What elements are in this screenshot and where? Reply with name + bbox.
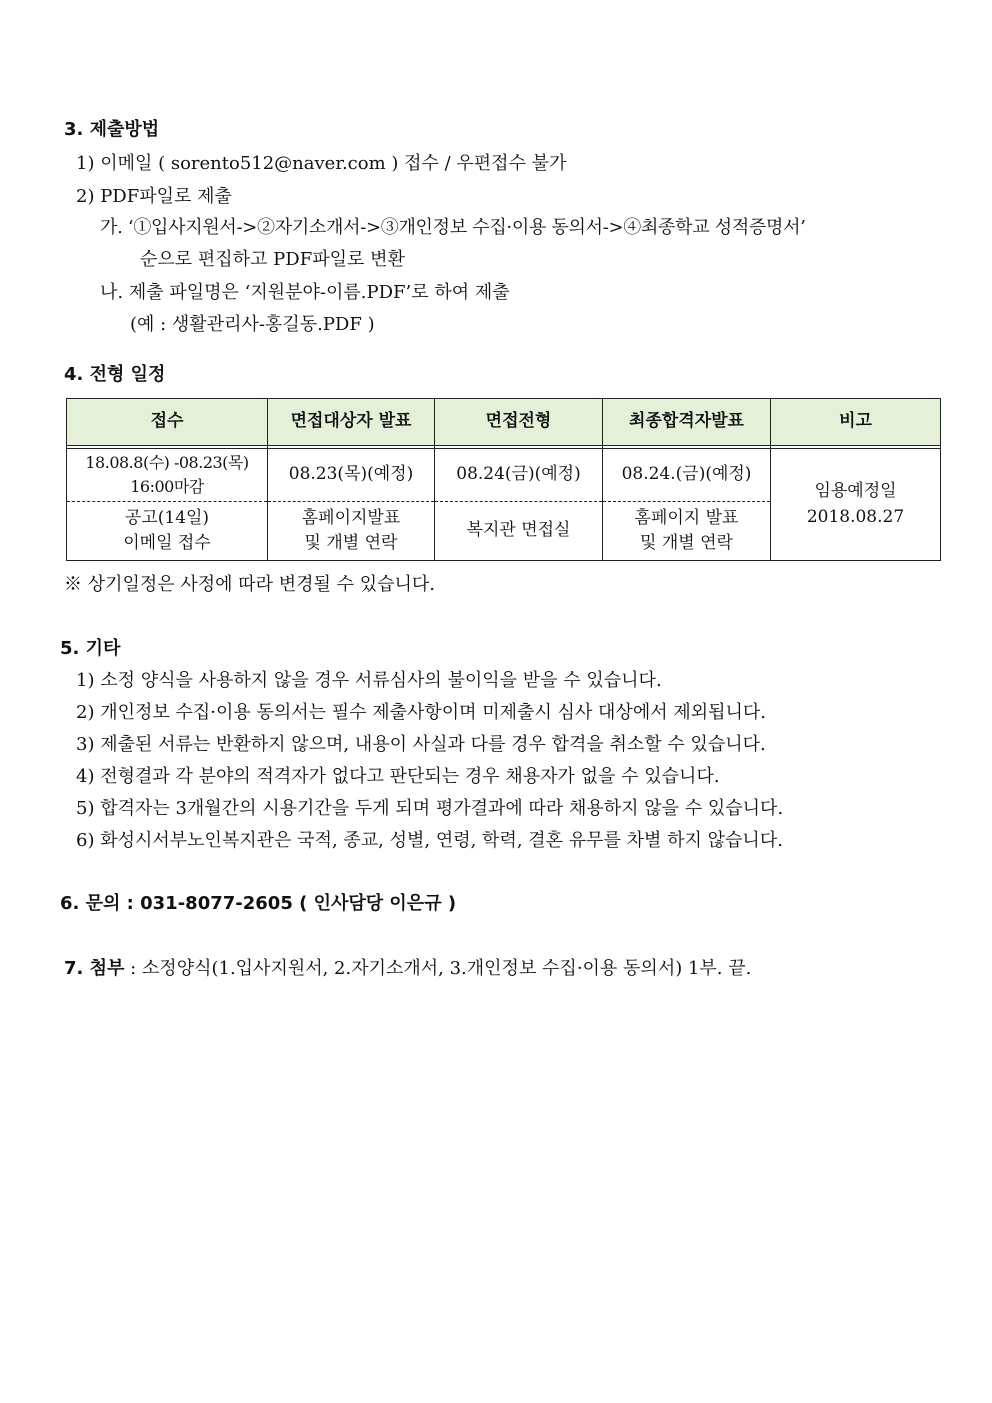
- section-5-item: 5) 합격자는 3개월간의 시용기간을 두게 되며 평가결과에 따라 채용하지 않을 수 있습니다.: [76, 798, 784, 819]
- section-3-sub-b-line-2: (예 : 생활관리사-홍길동.PDF ): [130, 314, 375, 335]
- header-cell: 면접대상자 발표: [268, 399, 435, 446]
- interview-notice-contact: 및 개별 연락: [304, 533, 398, 553]
- remarks-label: 임용예정일: [814, 481, 897, 501]
- section-3-item-2: 2) PDF파일로 제출: [76, 186, 232, 207]
- section-5-title: 5. 기타: [60, 638, 121, 659]
- interview-location: 복지관 면접실: [435, 502, 603, 561]
- contact-line: 6. 문의 : 031-8077-2605 ( 인사담당 이은규 ): [60, 893, 457, 914]
- section-5-item: 1) 소정 양식을 사용하지 않을 경우 서류심사의 불이익을 받을 수 있습니다.: [76, 670, 662, 691]
- schedule-footnote: ※ 상기일정은 사정에 따라 변경될 수 있습니다.: [64, 574, 436, 595]
- final-notice-method: 홈페이지 발표: [634, 507, 739, 528]
- header-cell: 접수: [67, 399, 268, 446]
- section-5-item: 3) 제출된 서류는 반환하지 않으며, 내용이 사실과 다를 경우 합격을 취소할 수 있습니다.: [76, 734, 766, 755]
- final-notice-contact: 및 개별 연락: [640, 533, 733, 553]
- remarks-date: 2018.08.27: [806, 506, 905, 527]
- interview-notice-date: 08.23(목)(예정): [268, 449, 435, 502]
- header-cell: 면접전형: [435, 399, 603, 446]
- schedule-header-row: [67, 399, 941, 446]
- section-5-item: 4) 전형결과 각 분야의 적격자가 없다고 판단되는 경우 채용자가 없을 수 있습니다.: [76, 766, 720, 787]
- remarks-cell: [771, 449, 941, 561]
- section-3-sub-a-line-1: 가. ‘①입사지원서->②자기소개서->③개인정보 수집·이용 동의서->④최종학교 성적증명서’: [100, 217, 806, 238]
- receipt-method: 이메일 접수: [123, 533, 211, 553]
- section-4-title: 4. 전형 일정: [64, 364, 166, 385]
- interview-date: 08.24(금)(예정): [435, 449, 603, 502]
- schedule-table: [66, 398, 941, 561]
- final-notice-date: 08.24.(금)(예정): [603, 449, 771, 502]
- attachment-text: : 소정양식(1.입사지원서, 2.자기소개서, 3.개인정보 수집·이용 동의서) 1부. 끝.: [124, 958, 752, 979]
- section-3-title: 3. 제출방법: [64, 119, 160, 140]
- receipt-cell: [67, 449, 268, 502]
- receipt-deadline: 16:00마감: [130, 477, 204, 496]
- final-notice-method-cell: [603, 502, 771, 561]
- section-3-sub-b-line-1: 나. 제출 파일명은 ‘지원분야-이름.PDF’로 하여 제출: [100, 282, 510, 303]
- section-5-item: 6) 화성시서부노인복지관은 국적, 종교, 성별, 연령, 학력, 결혼 유무를 차별 하지 않습니다.: [76, 830, 783, 851]
- interview-notice-method: 홈페이지발표: [301, 507, 401, 528]
- table-row: [67, 449, 941, 502]
- header-cell: 최종합격자발표: [603, 399, 771, 446]
- section-5-item: 2) 개인정보 수집·이용 동의서는 필수 제출사항이며 미제출시 심사 대상에서 제외됩니다.: [76, 702, 766, 723]
- interview-notice-method-cell: [268, 502, 435, 561]
- header-cell: 비고: [771, 399, 941, 446]
- section-3-sub-a-line-2: 순으로 편집하고 PDF파일로 변환: [140, 249, 405, 270]
- attachment-line: [64, 960, 751, 978]
- notice-period: 공고(14일): [124, 507, 210, 528]
- receipt-period: 18.08.8(수) -08.23(목): [85, 453, 249, 472]
- attachment-label: 7. 첨부: [64, 958, 125, 979]
- section-3-item-1: 1) 이메일 ( sorento512@naver.com ) 접수 / 우편접수 불가: [76, 153, 567, 174]
- receipt-method-cell: [67, 502, 268, 561]
